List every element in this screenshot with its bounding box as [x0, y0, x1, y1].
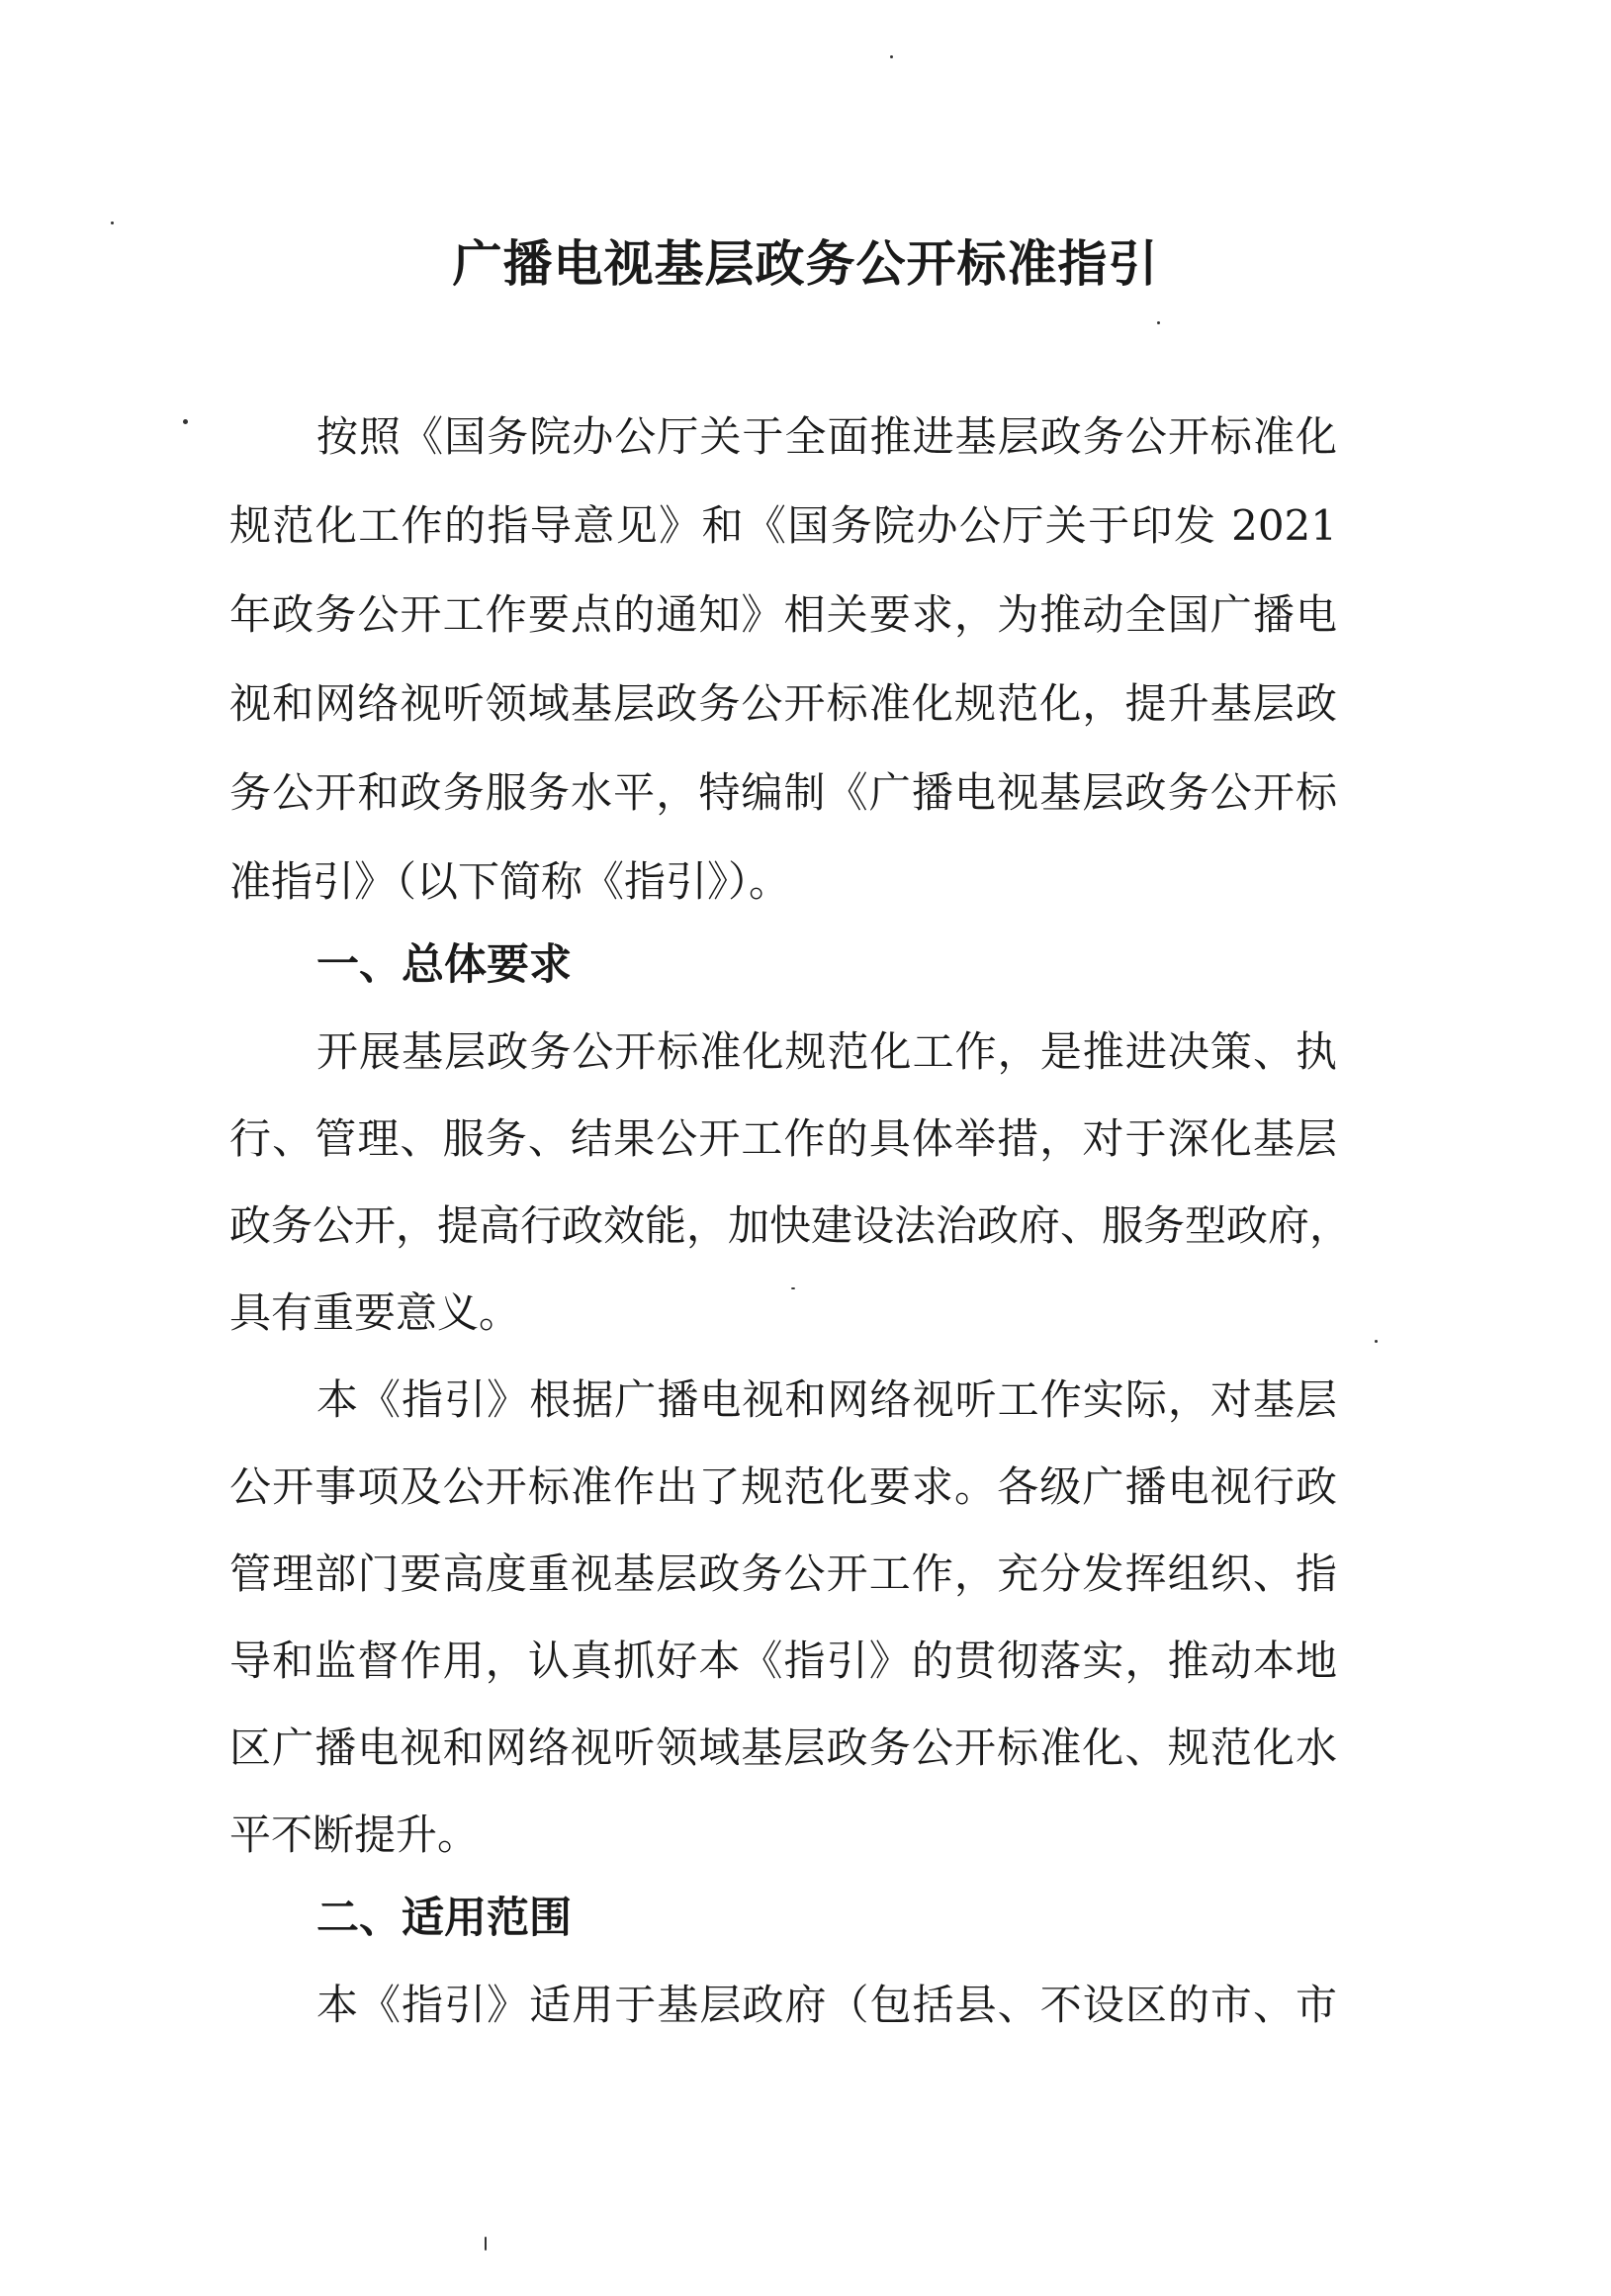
scan-speck: [111, 221, 114, 224]
section1-para1-line-1: 开展基层政务公开标准化规范化工作，是推进决策、执: [316, 1027, 1337, 1076]
section-heading-1: 一、总体要求: [316, 940, 572, 990]
section-heading-2: 二、适用范围: [316, 1894, 572, 1943]
section1-para2-line-4: 导和监督作用，认真抓好本《指引》的贯彻落实，推动本地: [229, 1636, 1337, 1685]
scan-speck: [1375, 1340, 1378, 1343]
section2-para1-line-1: 本《指引》适用于基层政府（包括县、不设区的市、市: [316, 1981, 1337, 2029]
intro-line-6: 准指引》（以下简称《指引》）。: [229, 857, 791, 906]
scan-speck: [1157, 321, 1160, 324]
intro-line-5: 务公开和政务服务水平，特编制《广播电视基层政务公开标: [229, 768, 1337, 817]
section1-para2-line-6: 平不断提升。: [229, 1810, 480, 1859]
section1-para2-line-3: 管理部门要高度重视基层政务公开工作，充分发挥组织、指: [229, 1549, 1337, 1598]
section1-para2-line-2: 公开事项及公开标准作出了规范化要求。各级广播电视行政: [229, 1462, 1337, 1511]
intro-line-4: 视和网络视听领域基层政务公开标准化规范化，提升基层政: [229, 679, 1337, 728]
scan-speck: [890, 55, 893, 58]
document-title: 广播电视基层政务公开标准指引: [452, 234, 1159, 293]
intro-line-2: 规范化工作的指导意见》和《国务院办公厅关于印发 2021: [229, 501, 1337, 550]
section1-para1-line-3: 政务公开，提高行政效能，加快建设法治政府、服务型政府，: [229, 1201, 1352, 1250]
section1-para1-line-4: 具有重要意义。: [229, 1288, 521, 1337]
scan-speck: [485, 2237, 487, 2251]
intro-line-3: 年政务公开工作要点的通知》相关要求，为推动全国广播电: [229, 590, 1337, 639]
section1-para2-line-1: 本《指引》根据广播电视和网络视听工作实际，对基层: [316, 1375, 1337, 1424]
scan-speck: [183, 419, 188, 424]
section1-para1-line-2: 行、管理、服务、结果公开工作的具体举措，对于深化基层: [229, 1114, 1337, 1163]
intro-line-1: 按照《国务院办公厅关于全面推进基层政务公开标准化: [316, 412, 1337, 461]
scan-speck: [791, 1287, 795, 1289]
section1-para2-line-5: 区广播电视和网络视听领域基层政务公开标准化、规范化水: [229, 1723, 1337, 1772]
